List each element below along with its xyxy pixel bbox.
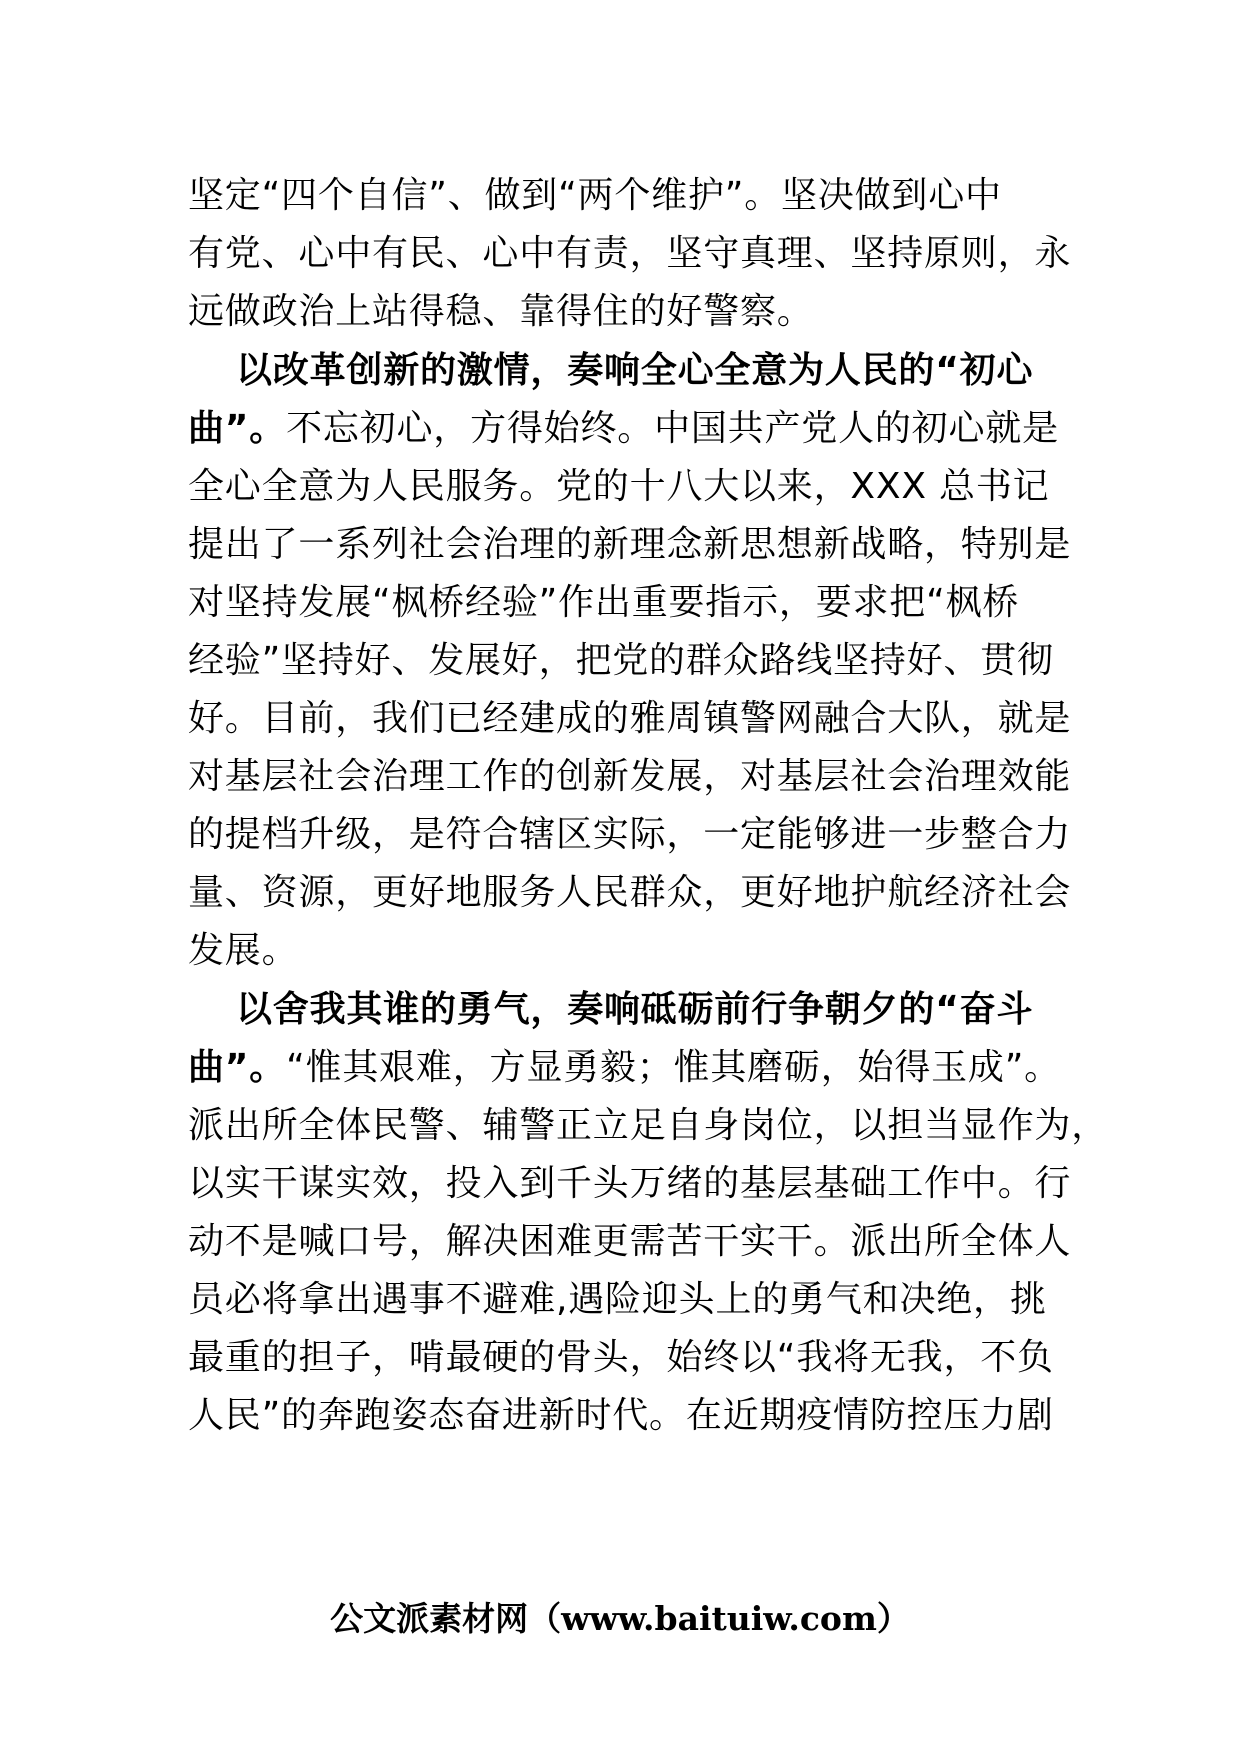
text-line	[188, 279, 1088, 345]
text-line	[188, 512, 1088, 578]
text-line	[188, 1267, 1088, 1333]
text-line	[188, 1093, 1109, 1159]
line-text: 发展。	[188, 930, 299, 971]
section-heading-text: 曲”。	[188, 1047, 287, 1088]
line-text: 量、资源，更好地服务人民群众，更好地护航经济社会	[188, 872, 1072, 913]
text-line	[188, 744, 1088, 810]
line-text: 以实干谋实效，投入到千头万绪的基层基础工作中。行	[188, 1163, 1072, 1204]
section-heading-line	[236, 977, 1136, 1043]
line-text: 坚定“四个自信”、做到“两个维护”。坚决做到心中	[188, 175, 1002, 216]
text-line	[188, 686, 1088, 752]
text-line	[188, 163, 1088, 229]
line-text: 最重的担子，啃最硬的骨头，始终以“我将无我，不负	[188, 1337, 1054, 1378]
text-line	[188, 860, 1088, 926]
text-line	[188, 1035, 1088, 1101]
page-footer: 公文派素材网（www.baituiw.com）	[330, 1599, 910, 1638]
line-text: 的提档升级，是符合辖区实际，一定能够进一步整合力	[188, 814, 1072, 855]
text-line	[188, 628, 1088, 694]
text-line	[188, 1151, 1088, 1217]
text-line	[188, 570, 1088, 636]
text-line	[188, 454, 1088, 520]
line-text: 对坚持发展“枫桥经验”作出重要指示，要求把“枫桥	[188, 582, 1020, 623]
text-line	[188, 802, 1088, 868]
line-text: 有党、心中有民、心中有责，坚守真理、坚持原则，永	[188, 233, 1072, 274]
text-line	[188, 396, 1088, 462]
text-line	[188, 1209, 1088, 1275]
section-heading-text: 以改革创新的激情，奏响全心全意为人民的“初心	[236, 350, 1034, 391]
line-text: 提出了一系列社会治理的新理念新思想新战略，特别是	[188, 524, 1072, 565]
line-text: 远做政治上站得稳、靠得住的好警察。	[188, 291, 814, 332]
text-line	[188, 918, 1088, 984]
line-text: 好。目前，我们已经建成的雅周镇警网融合大队，就是	[188, 698, 1072, 739]
line-text: 动不是喊口号，解决困难更需苦干实干。派出所全体人	[188, 1221, 1072, 1262]
text-line	[188, 221, 1088, 287]
line-text: 全心全意为人民服务。党的十八大以来，XXX 总书记	[188, 466, 1050, 507]
line-text: 对基层社会治理工作的创新发展，对基层社会治理效能	[188, 756, 1072, 797]
section-heading-text: 曲”。	[188, 408, 287, 449]
line-text: 员必将拿出遇事不避难,遇险迎头上的勇气和决绝，挑	[188, 1279, 1047, 1320]
line-text: 经验”坚持好、发展好，把党的群众路线坚持好、贯彻	[188, 640, 1054, 681]
line-text: 不忘初心，方得始终。中国共产党人的初心就是	[286, 408, 1059, 449]
text-line	[188, 1325, 1088, 1391]
line-text: 人民”的奔跑姿态奋进新时代。在近期疫情防控压力剧	[188, 1395, 1054, 1436]
section-heading-text: 以舍我其谁的勇气，奏响砥砺前行争朝夕的“奋斗	[236, 989, 1034, 1030]
text-line	[188, 1383, 1088, 1449]
line-text: 派出所全体民警、辅警正立足自身岗位，以担当显作为，	[188, 1105, 1109, 1146]
line-text: “惟其艰难，方显勇毅；惟其磨砺，始得玉成”。	[286, 1047, 1061, 1088]
section-heading-line	[236, 338, 1136, 404]
